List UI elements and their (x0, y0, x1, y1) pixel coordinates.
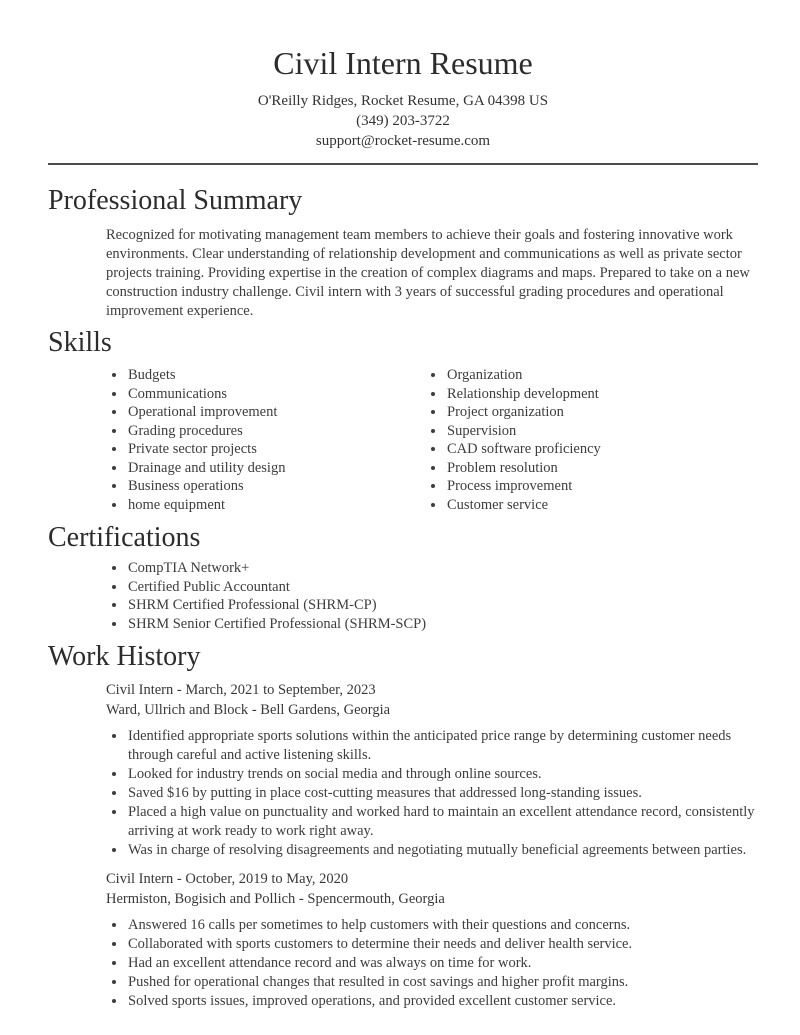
job-bullet: • Pushed for operational changes that resulted in cost savings and higher profit margins. (127, 973, 758, 992)
skills-heading: Skills (48, 327, 112, 358)
skill-item: • Grading procedures (127, 422, 367, 441)
skills-column-2 (367, 366, 758, 514)
job-title-line (106, 869, 758, 889)
job-entry-2 (48, 869, 758, 1011)
job-bullet: • Solved sports issues, improved operations, and provided excellent customer service. (127, 992, 758, 1011)
job-bullet: • Had an excellent attendance record and was always on time for work. (127, 954, 758, 973)
skill-item: • CAD software proficiency (446, 440, 758, 459)
certification-item: • SHRM Senior Certified Professional (SHRM-SCP) (127, 615, 758, 634)
job-title: Civil Intern (106, 871, 174, 887)
section-work-history (48, 641, 758, 1011)
skills-column-1 (48, 366, 367, 514)
skill-item: • Organization (446, 366, 758, 385)
job-bullet: • Placed a high value on punctuality and worked hard to maintain an excellent attendance record, consistently arriving at work ready to work right away. (127, 803, 758, 841)
resume-title: Civil Intern Resume (273, 45, 533, 81)
certification-item: • CompTIA Network+ (127, 559, 758, 578)
professional-summary-heading: Professional Summary (48, 185, 303, 216)
job-company-line (106, 889, 758, 909)
job-title: Civil Intern (106, 682, 174, 698)
job-bullet: • Identified appropriate sports solutions within the anticipated price range by determining customer needs through careful and active listening skills. (127, 727, 758, 765)
job-bullet: • Collaborated with sports customers to determine their needs and deliver health service. (127, 935, 758, 954)
contact-address: O'Reilly Ridges, Rocket Resume, GA 04398 US (257, 93, 549, 109)
certifications-list (48, 559, 758, 633)
contact-info (48, 91, 758, 151)
job-bullet: • Saved $16 by putting in place cost-cutting measures that addressed long-standing issues. (127, 784, 758, 803)
contact-email: support@rocket-resume.com (315, 133, 491, 149)
job-dates: March, 2021 to September, 2023 (185, 682, 376, 698)
job-header (106, 869, 758, 909)
job-bullet-list (48, 916, 758, 1011)
job-separator: - (176, 871, 182, 887)
section-certifications (48, 522, 758, 633)
contact-phone: (349) 203-3722 (356, 113, 450, 129)
job-location: Bell Gardens, Georgia (260, 702, 391, 718)
work-history-heading: Work History (48, 641, 201, 672)
job-bullet-list (48, 727, 758, 860)
section-skills (48, 327, 758, 514)
job-bullet: • Was in charge of resolving disagreements and negotiating mutually beneficial agreements between parties. (127, 841, 758, 860)
skill-item: • Budgets (127, 366, 367, 385)
skills-columns (48, 359, 758, 514)
skill-item: • Business operations (127, 477, 367, 496)
job-company: Hermiston, Bogisich and Pollich (106, 891, 296, 907)
job-title-line (106, 680, 758, 700)
job-separator: - (298, 891, 304, 907)
resume-header (48, 42, 758, 151)
skill-item: • Supervision (446, 422, 758, 441)
skill-item: • Drainage and utility design (127, 459, 367, 478)
job-company: Ward, Ullrich and Block (106, 702, 249, 718)
job-bullet: • Looked for industry trends on social media and through online sources. (127, 765, 758, 784)
certifications-heading: Certifications (48, 522, 201, 553)
job-location: Spencermouth, Georgia (307, 891, 445, 907)
header-divider (48, 163, 758, 165)
skill-item: • Problem resolution (446, 459, 758, 478)
skill-item: • Private sector projects (127, 440, 367, 459)
skill-item: • home equipment (127, 496, 367, 515)
skill-item: • Operational improvement (127, 403, 367, 422)
job-separator: - (251, 702, 257, 718)
job-dates: October, 2019 to May, 2020 (185, 871, 349, 887)
job-separator: - (176, 682, 182, 698)
job-header (106, 680, 758, 720)
certification-item: • Certified Public Accountant (127, 578, 758, 597)
skill-item: • Communications (127, 385, 367, 404)
skill-item: • Customer service (446, 496, 758, 515)
skill-item: • Relationship development (446, 385, 758, 404)
section-professional-summary (48, 185, 758, 321)
skill-item: • Process improvement (446, 477, 758, 496)
professional-summary-text: Recognized for motivating management team members to achieve their goals and fostering innovative work environments. Clear understanding of relationship development and communications as well as private sector projects training. Providing expertise in the creation of complex diagrams and maps. Prepared to take on a new construction industry challenge. Civil intern with 3 years of successful grading procedures and operational improvement experience. (106, 227, 750, 319)
certification-item: • SHRM Certified Professional (SHRM-CP) (127, 596, 758, 615)
job-entry-1 (48, 680, 758, 860)
skill-item: • Project organization (446, 403, 758, 422)
job-company-line (106, 700, 758, 720)
job-bullet: • Answered 16 calls per sometimes to help customers with their questions and concerns. (127, 916, 758, 935)
